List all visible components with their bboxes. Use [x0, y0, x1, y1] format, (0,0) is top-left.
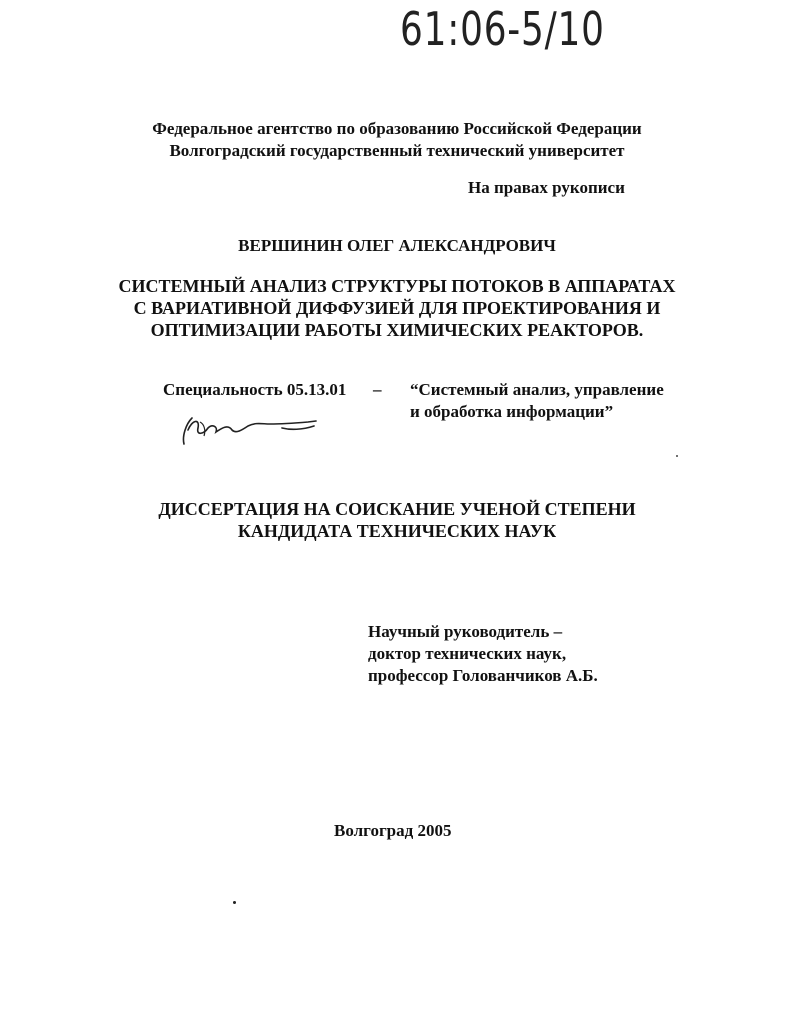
advisor-line-1: Научный руководитель – — [368, 622, 563, 641]
specialty-name-line-2: и обработка информации” — [410, 402, 614, 421]
author-signature — [178, 410, 328, 450]
advisor-line-3: профессор Голованчиков А.Б. — [368, 666, 598, 685]
specialty-dash: – — [373, 380, 382, 399]
thesis-title-line-2: С ВАРИАТИВНОЙ ДИФФУЗИЕЙ ДЛЯ ПРОЕКТИРОВАНИЯ И — [133, 298, 661, 318]
city-year: Волгоград 2005 — [334, 821, 452, 840]
degree-line-1: ДИССЕРТАЦИЯ НА СОИСКАНИЕ УЧЕНОЙ СТЕПЕНИ — [158, 499, 636, 519]
scan-speck — [676, 455, 678, 457]
specialty-label: Специальность 05.13.01 — [163, 380, 347, 399]
agency-line: Федеральное агентство по образованию Российской Федерации — [152, 119, 642, 138]
specialty-name-line-1: “Системный анализ, управление — [410, 380, 664, 399]
archive-code-handwritten: 61:06-5/10 — [400, 2, 605, 56]
thesis-title-line-1: СИСТЕМНЫЙ АНАЛИЗ СТРУКТУРЫ ПОТОКОВ В АППАРАТАХ — [118, 276, 676, 296]
university-line: Волгоградский государственный технический университет — [169, 141, 625, 160]
degree-line-2: КАНДИДАТА ТЕХНИЧЕСКИХ НАУК — [237, 521, 557, 541]
author-name: ВЕРШИНИН ОЛЕГ АЛЕКСАНДРОВИЧ — [238, 236, 556, 255]
manuscript-note: На правах рукописи — [468, 178, 625, 197]
thesis-title-line-3: ОПТИМИЗАЦИИ РАБОТЫ ХИМИЧЕСКИХ РЕАКТОРОВ. — [150, 320, 644, 340]
scan-speck — [233, 901, 236, 904]
advisor-line-2: доктор технических наук, — [368, 644, 567, 663]
